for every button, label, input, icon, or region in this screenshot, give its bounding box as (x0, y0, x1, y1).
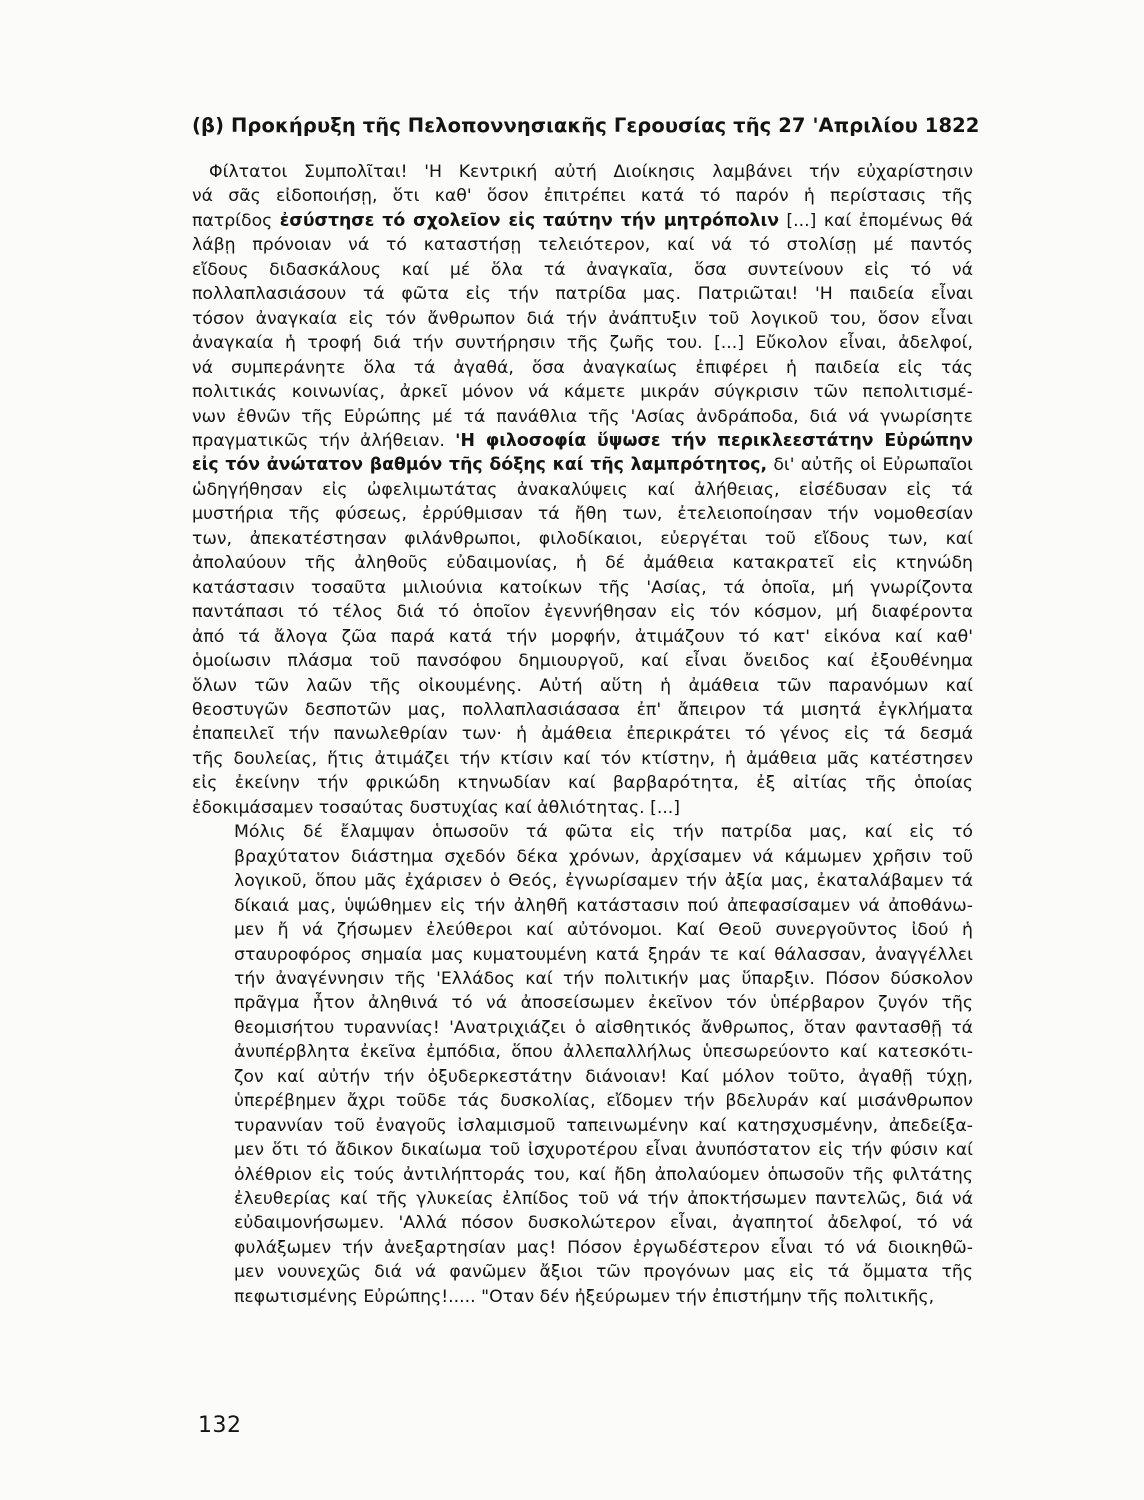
text-run: Μόλις δέ ἔλαμψαν ὁπωσοῦν τά φῶτα εἰς τήν πατρίδα μας, καί εἰς τό (234, 822, 973, 843)
text-run: θεοστυγῶν δεσποτῶν μας, πολλαπλασιάσασα ἐπ' ἄπειρον τά μισητά ἐγκλήματα (192, 699, 973, 720)
text-run: θεομισήτου τυραννίας! 'Ανατριχιάζει ὁ αἰσθητικός ἄνθρωπος, ὅταν φαντασθῇ τά (234, 1017, 973, 1038)
text-line (192, 796, 973, 820)
text-line (192, 527, 973, 551)
text-line (192, 894, 973, 918)
text-line (192, 918, 973, 942)
text-run: Φίλτατοι Συμπολῖται! 'Η Κεντρική αὐτή Διοίκησις λαμβάνει τήν εὐχαρίστησιν (209, 162, 973, 182)
text-line (192, 453, 973, 477)
text-run: τυραννίαν τοῦ ἐναγοῦς ἰσλαμισμοῦ ταπεινωμένην καί κατησχυσμένην, ἀπεδείξα- (234, 1115, 973, 1136)
text-run: μεν ὅτι τό ἄδικον δικαίωμα τοῦ ἰσχυροτέρου εἶναι ἀνυπόστατον εἰς τήν φύσιν καί (234, 1140, 973, 1161)
text-run: μυστήρια τῆς φύσεως, ἐρρύθμισαν τά ἤθη των, ἐτελειοποίησαν τήν νομοθεσίαν (192, 504, 973, 525)
text-line (192, 771, 973, 795)
text-line (192, 1089, 973, 1113)
text-line (192, 649, 973, 673)
text-line (192, 674, 973, 698)
text-line (192, 258, 973, 282)
text-run: εὐδαιμονήσωμεν. 'Αλλά πόσον δυσκολώτερον εἶναι, ἀγαπητοί ἀδελφοί, τό νά (234, 1213, 973, 1234)
text-run: νων ἐθνῶν τῆς Εὐρώπης μέ τά πανάθλια τῆς 'Ασίας ἀνδράποδα, διά νά γνωρίσητε (192, 406, 973, 427)
text-line (192, 869, 973, 893)
text-line (192, 1236, 973, 1260)
text-run: [...] καί ἐπομένως θά (779, 210, 973, 231)
text-run: μεν νουνεχῶς διά νά φανῶμεν ἄξιοι τῶν προγόνων μας εἰς τά ὄμματα τῆς (234, 1262, 973, 1283)
text-line (192, 943, 973, 967)
page-title: (β) Προκήρυξη τῆς Πελοποννησιακῆς Γερουσίας τῆς 27 'Απριλίου 1822 (192, 114, 980, 137)
text-line (192, 405, 973, 429)
text-line (192, 429, 973, 453)
text-run: σταυροφόρος σημαία μας κυματουμένη κατά ξηράν τε καί θάλασσαν, ἀναγγέλλει (234, 944, 973, 965)
paragraph (192, 820, 973, 1309)
text-run: ὀλέθριον εἰς τούς ἀντιλήπτοράς του, καί ἤδη ἀπολαύομεν ὁπωσοῦν τῆς φιλτάτης (234, 1164, 973, 1185)
text-run: ὑπερέβημεν ἄχρι τοῦδε τάς δυσκολίας, εἴδομεν τήν βδελυράν καί μισάνθρωπον (234, 1091, 973, 1112)
text-run: εἰς ἐκείνην τήν φρικώδη κτηνωδίαν καί βαρβαρότητα, ἐξ αἰτίας τῆς ὁποίας (192, 773, 973, 794)
text-line (192, 282, 973, 306)
text-run: ὁμοίωσιν πλάσμα τοῦ πανσόφου δημιουργοῦ, καί εἶναι ὄνειδος καί ἐξουθένημα (192, 651, 973, 672)
text-line (192, 1016, 973, 1040)
text-run: πολλαπλασιάσουν τά φῶτα εἰς τήν πατρίδα μας. Πατριῶται! 'Η παιδεία εἶναι (192, 284, 973, 305)
text-run: παντάπασι τό τέλος διά τό ὁποῖον ἐγεννήθησαν εἰς τόν κόσμον, μή διαφέροντα (192, 602, 973, 623)
text-line (192, 1114, 973, 1138)
text-line (192, 698, 973, 722)
text-run: ἀπολαύουν τῆς ἀληθοῦς εὐδαιμονίας, ἡ δέ ἀμάθεια κατακρατεῖ εἰς κτηνώδη (192, 553, 973, 574)
text-line (192, 991, 973, 1015)
text-line (192, 576, 973, 600)
text-line (192, 233, 973, 257)
text-line (192, 967, 973, 991)
text-line (192, 1163, 973, 1187)
text-line (192, 307, 973, 331)
text-line (192, 1187, 973, 1211)
text-line (192, 356, 973, 380)
text-run: ἀνυπέρβλητα ἐκεῖνα ἐμπόδια, ὅπου ἀλλεπαλλήλως ὑπεσωρεύοντο καί κατεσκότι- (234, 1042, 973, 1063)
text-run: των, ἀπεκατέστησαν φιλάνθρωποι, φιλοδίκαιοι, εὐεργέται τοῦ εἴδους των, καί (192, 528, 973, 549)
text-line (192, 1040, 973, 1064)
text-line (192, 380, 973, 404)
page-number: 132 (198, 1413, 242, 1438)
text-line (192, 551, 973, 575)
text-run: ζον καί αὐτήν τήν ὀξυδερκεστάτην διάνοιαν! Καί μόλον τοῦτο, ἀγαθῇ τύχῃ, (234, 1066, 973, 1087)
text-run: ἀναγκαία ἡ τροφή διά τήν συντήρησιν τῆς ζωῆς του. [...] Εὔκολον εἶναι, ἀδελφοί, (192, 333, 973, 354)
text-run: πολιτικάς κοινωνίας, ἀρκεῖ μόνον νά κάμετε μικράν σύγκρισιν τῶν πεπολιτισμέ- (192, 382, 973, 403)
text-line (192, 820, 973, 844)
paragraph (192, 160, 973, 820)
text-run: νά συμπεράνητε ὅλα τά ἀγαθά, ὅσα ἀναγκαίως ἐπιφέρει ἡ παιδεία εἰς τάς (192, 357, 973, 378)
text-run: τήν ἀναγέννησιν τῆς 'Ελλάδος καί τήν πολιτικήν μας ὕπαρξιν. Πόσον δύσκολον (234, 968, 973, 989)
text-line (192, 184, 973, 208)
bold-text: ἐσύστησε τό σχολεῖον εἰς ταύτην τήν μητρόπολιν (279, 210, 779, 231)
text-run: ἐλευθερίας καί τῆς γλυκείας ἐλπίδος τοῦ νά τήν ἀποκτήσωμεν παντελῶς, διά νά (234, 1189, 973, 1210)
text-run: δι' αὐτῆς οἱ Εὐρωπαῖοι (767, 455, 973, 476)
text-run: λάβῃ πρόνοιαν νά τό καταστήσῃ τελειότερον, καί νά τό στολίσῃ μέ παντός (192, 235, 973, 256)
text-line (192, 478, 973, 502)
text-run: πραγματικῶς τήν ἀλήθειαν. (192, 430, 456, 451)
text-line (192, 1211, 973, 1235)
text-run: ὡδηγήθησαν εἰς ὠφελιμωτάτας ἀνακαλύψεις καί ἀλήθειας, εἰσέδυσαν εἰς τά (192, 479, 973, 500)
text-run: βραχύτατον διάστημα σχεδόν δέκα χρόνων, ἀρχίσαμεν νά κάμωμεν χρῆσιν τοῦ (234, 846, 973, 867)
text-line (192, 1065, 973, 1089)
text-line (192, 747, 973, 771)
text-line (192, 1260, 973, 1284)
text-run: κατάστασιν τοσαῦτα μιλιούνια κατοίκων τῆς 'Ασίας, τά ὁποῖα, μή γνωρίζοντα (192, 577, 973, 598)
text-line (192, 1285, 973, 1309)
text-run: μεν ἤ νά ζήσωμεν ἐλεύθεροι καί αὐτόνομοι. Καί Θεοῦ συνεργοῦντος ἰδού ἡ (234, 920, 973, 941)
text-run: πρᾶγμα ἦτον ἀληθινά τό νά ἀποσείσωμεν ἐκεῖνον τόν ὑπέρβαρον ζυγόν τῆς (234, 993, 973, 1014)
text-run: ἀπό τά ἄλογα ζῶα παρά κατά τήν μορφήν, ἀτιμάζουν τό κατ' εἰκόνα καί καθ' (192, 626, 973, 647)
text-line (192, 502, 973, 526)
text-run: τόσον ἀναγκαία εἰς τόν ἄνθρωπον διά τήν ἀνάπτυξιν τοῦ λογικοῦ του, ὅσον εἶναι (192, 308, 973, 329)
text-line (192, 722, 973, 746)
text-run: τῆς δουλείας, ἥτις ἀτιμάζει τήν κτίσιν καί τόν κτίστην, ἡ ἀμάθεια μᾶς κατέστησεν (192, 748, 973, 769)
text-run: λογικοῦ, ὅπου μᾶς ἐχάρισεν ὁ Θεός, ἐγνωρίσαμεν τήν ἀξία μας, ἐκαταλάβαμεν τά (234, 871, 973, 892)
text-line (192, 600, 973, 624)
text-run: νά σᾶς εἰδοποιήσῃ, ὅτι καθ' ὅσον ἐπιτρέπει κατά τό παρόν ἡ περίστασις τῆς (192, 186, 973, 207)
text-line (192, 845, 973, 869)
text-run: πατρίδος (192, 210, 280, 231)
text-line (192, 209, 973, 233)
text-run: πεφωτισμένης Εὐρώπης!..... "Οταν δέν ἠξεύρωμεν τήν ἐπιστήμην τῆς πολιτικῆς, (234, 1286, 935, 1307)
text-line (192, 625, 973, 649)
text-run: ἐπαπειλεῖ τήν πανωλεθρίαν των· ἡ ἀμάθεια ἐπερικράτει τό γένος εἰς τά δεσμά (192, 724, 973, 745)
text-line (192, 1138, 973, 1162)
text-run: δίκαιά μας, ὑψώθημεν εἰς τήν ἀληθῆ κατάστασιν πού ἀπεφασίσαμεν νά ἀποθάνω- (234, 895, 973, 916)
bold-text: εἰς τόν ἀνώτατον βαθμόν τῆς δόξης καί τῆς λαμπρότητος, (192, 455, 768, 476)
text-run: φυλάξωμεν τήν ἀνεξαρτησίαν μας! Πόσον ἐργωδέστερον εἶναι τό νά διοικηθῶ- (234, 1237, 973, 1258)
bold-text: 'Η φιλοσοφία ὕψωσε τήν περικλεεστάτην Εὐρώπην (455, 430, 973, 451)
text-run: εἴδους διδασκάλους καί μέ ὅλα τά ἀναγκαῖα, ὅσα συντείνουν εἰς τό νά (192, 259, 973, 280)
text-run: ὅλων τῶν λαῶν τῆς οἰκουμένης. Αὐτή αὕτη ἡ ἀμάθεια τῶν παρανόμων καί (192, 675, 973, 696)
text-line (192, 331, 973, 355)
text-line (192, 160, 973, 184)
text-run: ἐδοκιμάσαμεν τοσαύτας δυστυχίας καί ἀθλιότητας. [...] (192, 797, 681, 818)
body-text (192, 160, 973, 1309)
